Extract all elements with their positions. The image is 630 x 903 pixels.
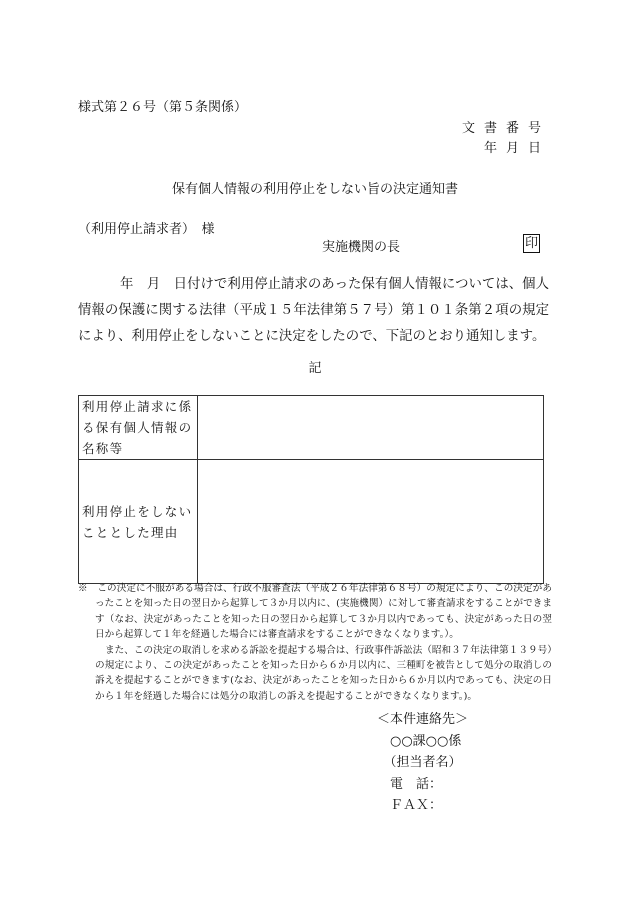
info-name-label: 利用停止請求に係る保有個人情報の名称等 bbox=[79, 396, 198, 460]
issuer-title: 実施機関の長 bbox=[322, 240, 401, 255]
contact-fax: ＦＡＸ： bbox=[377, 798, 443, 813]
ki-heading: 記 bbox=[308, 361, 322, 376]
document-title: 保有個人情報の利用停止をしない旨の決定通知書 bbox=[171, 182, 458, 197]
contact-heading: ＜本件連絡先＞ bbox=[377, 712, 469, 727]
table-row bbox=[79, 460, 544, 584]
notes bbox=[78, 581, 552, 704]
reason-value[interactable] bbox=[198, 460, 544, 584]
body-paragraph: 年 月 日付けで利用停止請求のあった保有個人情報については、個人情報の保護に関する法律（平成１５年法律第５７号）第１０１条第２項の規定により、利用停止をしないことに決定をしたので、下記のとおり通知します。 bbox=[78, 277, 549, 344]
contact-block bbox=[377, 709, 468, 817]
addressee: （利用停止請求者） 様 bbox=[78, 222, 215, 237]
contact-person: （担当者名） bbox=[377, 755, 462, 770]
document-number-label: 文書番号 bbox=[461, 121, 550, 136]
contact-phone: 電 話： bbox=[377, 776, 443, 792]
appeal-note: ※ この決定に不服がある場合は、行政不服審査法（平成２６年法律第６８号）の規定により、この決定があったことを知った日の翌日から起算して３か月以内に、(実施機関）に対して審査請求をすることができます（なお、決定があったことを知った日の翌日から起算して３か月以内であっても、決定があった日の翌日から起算して１年を経過した場合には審査請求をすることができなくなります。）。 bbox=[78, 583, 552, 641]
seal-mark: 印 bbox=[525, 236, 539, 251]
reason-label: 利用停止をしないこととした理由 bbox=[79, 460, 198, 584]
info-table bbox=[78, 395, 544, 584]
form-number: 様式第２６号（第５条関係） bbox=[78, 100, 248, 115]
table-row bbox=[79, 396, 544, 460]
lawsuit-note: また、この決定の取消しを求める訴訟を提起する場合は、行政事件訴訟法（昭和３７年法律第１３９号）の規定により、この決定があったことを知った日から６か月以内に、三種町を被告として処分の取消しの訴えを提起することができます(なお、決定があったことを知った日から６か月以内であっても、決定の日から１年を経過した場合には処分の取消しの訴えを提起することができなくなります。)。 bbox=[95, 644, 552, 702]
info-name-value[interactable] bbox=[198, 396, 544, 460]
contact-section: ○○課○○係 bbox=[377, 733, 462, 749]
document-date-label: 年月日 bbox=[483, 141, 550, 156]
